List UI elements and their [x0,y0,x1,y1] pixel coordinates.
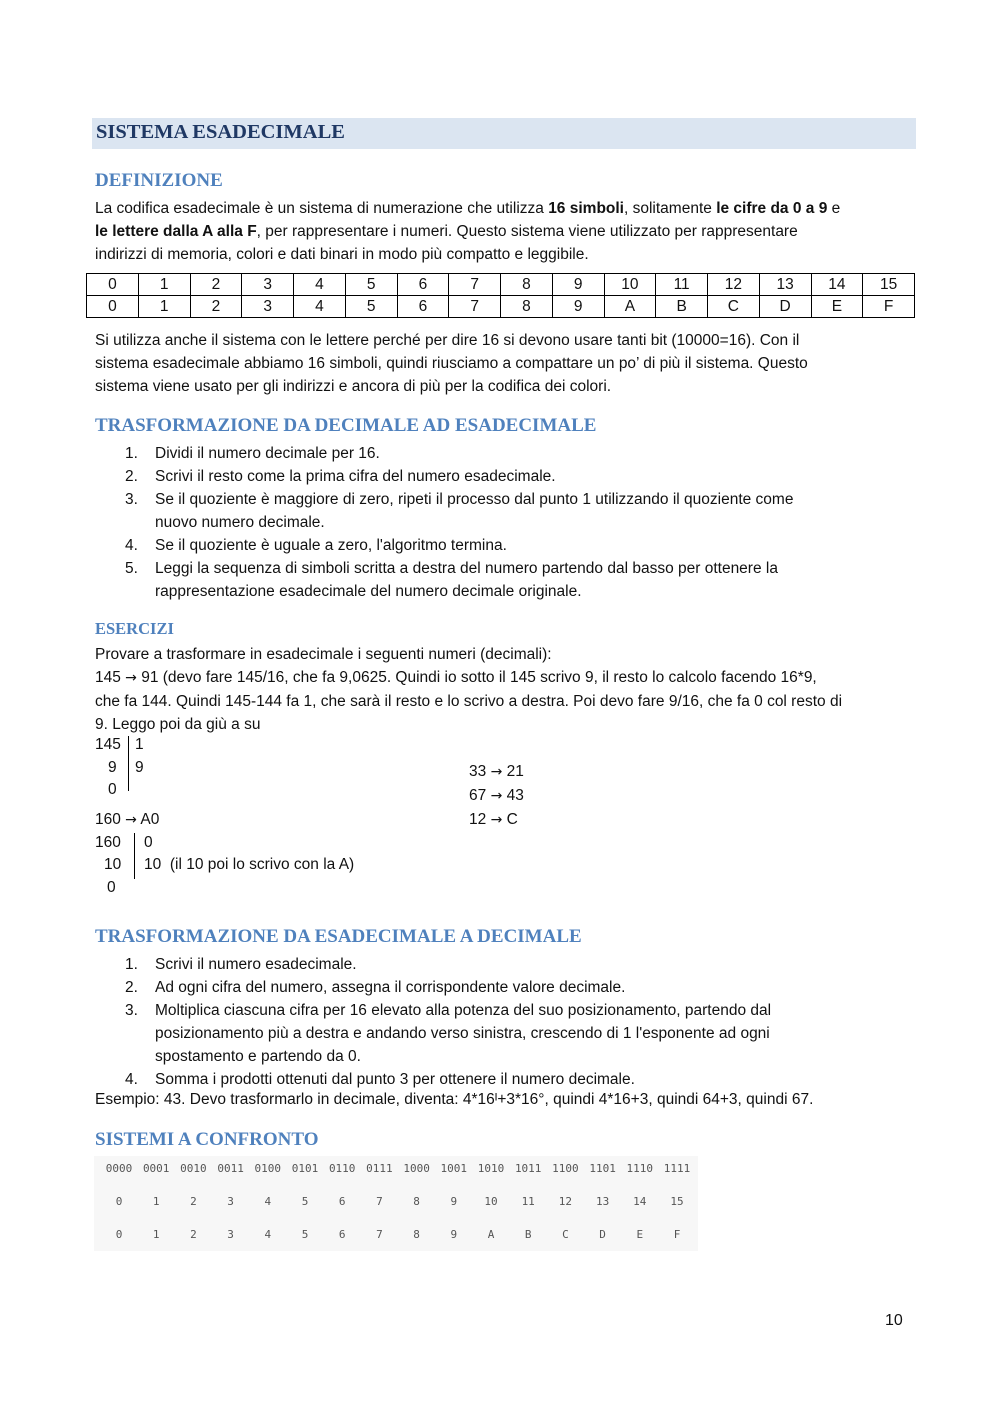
comparison-cell: 0000 [105,1162,133,1175]
table-cell: 1 [138,274,190,296]
side-conv-3: 12 → C [469,811,518,828]
table-cell: 11 [656,274,708,296]
arrow-right-icon: → [490,788,503,804]
confronto-heading: SISTEMI A CONFRONTO [95,1129,319,1150]
section-title-bar [92,118,916,149]
table-cell: 6 [397,296,449,318]
division-1-dividend: 145 [95,736,121,753]
comparison-cell: 14 [633,1195,647,1208]
comparison-cell: 0 [115,1228,123,1241]
dec-to-hex-heading: TRASFORMAZIONE DA DECIMALE AD ESADECIMALE [95,415,597,436]
esercizi-heading: ESERCIZI [95,619,174,638]
comparison-cell: 5 [301,1228,309,1241]
comparison-cell: 10 [484,1195,498,1208]
table-cell: 9 [552,274,604,296]
list-item [95,442,925,465]
table-cell: 15 [863,274,915,296]
list-number: 3. [125,1002,138,1019]
division-1-quotient: 9 [108,759,117,776]
hex-table-row-decimal [87,274,915,296]
table-cell: D [759,296,811,318]
table-cell: 3 [242,274,294,296]
division-2-zero: 0 [107,879,116,896]
table-cell: 1 [138,296,190,318]
list-item-text: posizionamento più a destra e andando verso sinistra, crescendo di 1 l'esponente ad ogni [155,1025,770,1042]
comparison-cell: 11 [521,1195,535,1208]
list-item [95,534,925,557]
table-cell: 0 [87,296,139,318]
list-item-text: Leggi la sequenza di simboli scritta a destra del numero partendo dal basso per ottenere la [155,560,778,577]
comparison-cell: B [524,1228,532,1241]
comparison-cell: 1011 [514,1162,542,1175]
hex-to-dec-heading: TRASFORMAZIONE DA ESADECIMALE A DECIMALE [95,926,582,947]
comparison-cell: 9 [450,1228,458,1241]
comparison-cell: C [562,1228,569,1241]
list-number: 2. [125,468,138,485]
esercizi-ex1-line-1: 145 → 91 (devo fare 145/16, che fa 9,0625. Quindi io sotto il 145 scrivo 9, il resto lo calcolo facendo 16*9, [95,669,817,686]
list-number: 1. [125,956,138,973]
esercizi-ex1-line-3: 9. Leggo poi da giù a su [95,716,261,733]
side-conversions [469,760,524,832]
arrow-right-icon: → [125,812,137,828]
esercizi-text [95,643,925,736]
comparison-cell: 5 [301,1195,309,1208]
table-cell: 7 [449,296,501,318]
list-number: 2. [125,979,138,996]
after-line-1: Si utilizza anche il sistema con le lettere perché per dire 16 si devono usare tanti bit (10000=16). Con il [95,332,800,349]
definizione-line-3: indirizzi di memoria, colori e dati binari in modo più compatto e leggibile. [95,246,589,263]
section-title: SISTEMA ESADECIMALE [96,121,345,143]
division-1-zero: 0 [108,781,117,798]
table-cell: 5 [345,296,397,318]
table-cell: F [863,296,915,318]
division-2-remainder-2: 10 (il 10 poi lo scrivo con la A) [144,856,355,873]
hex-to-dec-example: Esempio: 43. Devo trasformarlo in decimale, diventa: 4*16ᴵ+3*16°, quindi 4*16+3, quindi 64+3, quindi 67. [95,1091,814,1108]
comparison-cell: 8 [413,1228,420,1241]
comparison-cell: 0 [115,1195,123,1208]
definizione-after-paragraph [95,329,925,398]
list-item-text: spostamento e partendo da 0. [155,1048,361,1065]
esercizi-ex1-line-2: che fa 144. Quindi 145-144 fa 1, che sarà il resto e lo scrivo a destra. Poi devo fare 9/16, che fa 0 col resto di [95,693,843,710]
comparison-cell: 13 [595,1195,610,1208]
table-cell: 10 [604,274,656,296]
table-cell: C [708,296,760,318]
list-item [95,465,925,488]
division-2-line [134,833,135,879]
page-number: 10 [885,1312,903,1329]
table-cell: 3 [242,296,294,318]
comparison-cell: 6 [338,1228,346,1241]
comparison-cell: 0101 [291,1162,319,1175]
table-cell: 14 [811,274,863,296]
list-item-text: nuovo numero decimale. [155,514,325,531]
list-item [95,976,925,999]
side-conv-2: 67 → 43 [469,787,524,804]
comparison-cell: 2 [190,1195,197,1208]
definizione-paragraph [95,197,925,266]
comparison-cell: 2 [190,1228,197,1241]
list-number: 1. [125,445,138,462]
arrow-right-icon: → [490,812,503,828]
list-item-text: Se il quoziente è maggiore di zero, ripeti il processo dal punto 1 utilizzando il quoziente come [155,491,794,508]
list-number: 4. [125,537,138,554]
comparison-cell: A [487,1228,495,1241]
division-1-line [128,736,129,791]
esercizi-intro: Provare a trasformare in esadecimale i seguenti numeri (decimali): [95,646,552,663]
list-item-text: rappresentazione esadecimale del numero decimale originale. [155,583,582,600]
comparison-cell: E [636,1228,644,1241]
comparison-cell: 0010 [180,1162,207,1175]
table-cell: 9 [552,296,604,318]
comparison-cell: 1100 [552,1162,579,1175]
list-item [95,953,925,976]
after-line-3: sistema viene usato per gli indirizzi e ancora di più per la codifica dei colori. [95,378,612,395]
division-2-remainder-1: 0 [144,834,153,851]
comparison-cell: 1010 [477,1162,505,1175]
division-2-quotient: 10 [104,856,122,873]
list-item [95,999,925,1068]
list-item-text: Scrivi il numero esadecimale. [155,956,357,973]
esercizi-ex2: 160 → A0 [95,811,160,828]
comparison-cell: 1111 [663,1162,691,1175]
list-item-text: Scrivi il resto come la prima cifra del numero esadecimale. [155,468,556,485]
comparison-cell: 1 [152,1195,160,1208]
division-1-remainder-2: 9 [135,759,144,776]
comparison-cell: 0011 [217,1162,244,1175]
table-cell: 4 [294,296,346,318]
comparison-cell: 1 [152,1228,160,1241]
after-line-2: sistema esadecimale abbiamo 16 simboli, quindi riusciamo a compattare un po’ di più il sistema. Questo [95,355,808,372]
table-cell: 13 [759,274,811,296]
list-item-text: Dividi il numero decimale per 16. [155,445,380,462]
comparison-image [94,1156,698,1251]
table-cell: 12 [708,274,760,296]
table-cell: A [604,296,656,318]
dec-to-hex-steps [95,442,925,603]
comparison-cell: 15 [670,1195,684,1208]
comparison-cell: 1110 [626,1162,654,1175]
comparison-cell: 4 [264,1195,272,1208]
comparison-cell: 9 [450,1195,458,1208]
list-item-text: Se il quoziente è uguale a zero, l'algoritmo termina. [155,537,507,554]
division-1-remainder-1: 1 [135,736,144,753]
list-item [95,557,925,603]
arrow-right-icon: → [490,764,503,780]
table-cell: 6 [397,274,449,296]
table-cell: B [656,296,708,318]
table-cell: 8 [501,274,553,296]
side-conv-1: 33 → 21 [469,763,524,780]
comparison-cell: 1000 [403,1162,430,1175]
comparison-cell: 3 [227,1195,234,1208]
table-cell: 8 [501,296,553,318]
comparison-cell: 7 [376,1195,383,1208]
list-item-text: Moltiplica ciascuna cifra per 16 elevato alla potenza del suo posizionamento, partendo dal [155,1002,772,1019]
table-cell: 2 [190,274,242,296]
comparison-cell: F [673,1228,681,1241]
comparison-cell: 12 [558,1195,573,1208]
comparison-cell: 1101 [589,1162,616,1175]
list-item [95,488,925,534]
definizione-line-2: le lettere dalla A alla F, per rappresentare i numeri. Questo sistema viene utilizzato per rappresentare [95,223,798,240]
comparison-cell: 0111 [366,1162,393,1175]
comparison-cell: 0001 [142,1162,170,1175]
comparison-cell: 0100 [254,1162,282,1175]
comparison-cell: 3 [227,1228,234,1241]
list-number: 4. [125,1071,138,1088]
hex-table-row-hex [87,296,915,318]
definizione-line-1: La codifica esadecimale è un sistema di numerazione che utilizza 16 simboli, solitamente le cifre da 0 a 9 e [95,200,841,217]
comparison-cell: 6 [338,1195,346,1208]
comparison-cell: 7 [376,1228,383,1241]
comparison-cell: D [599,1228,606,1241]
list-item-text: Ad ogni cifra del numero, assegna il corrispondente valore decimale. [155,979,626,996]
table-cell: 7 [449,274,501,296]
comparison-cell: 0110 [328,1162,356,1175]
definizione-heading: DEFINIZIONE [95,170,223,191]
table-cell: 5 [345,274,397,296]
table-cell: 4 [294,274,346,296]
division-2-dividend: 160 [95,834,121,851]
list-number: 3. [125,491,138,508]
list-number: 5. [125,560,138,577]
hex-to-dec-steps [95,953,925,1091]
table-cell: 0 [87,274,139,296]
table-cell: 2 [190,296,242,318]
arrow-right-icon: → [125,670,137,686]
list-item-text: Somma i prodotti ottenuti dal punto 3 per ottenere il numero decimale. [155,1071,635,1088]
comparison-cell: 4 [264,1228,272,1241]
comparison-cell: 8 [413,1195,420,1208]
hex-table [86,273,915,318]
table-cell: E [811,296,863,318]
comparison-cell: 1001 [440,1162,468,1175]
